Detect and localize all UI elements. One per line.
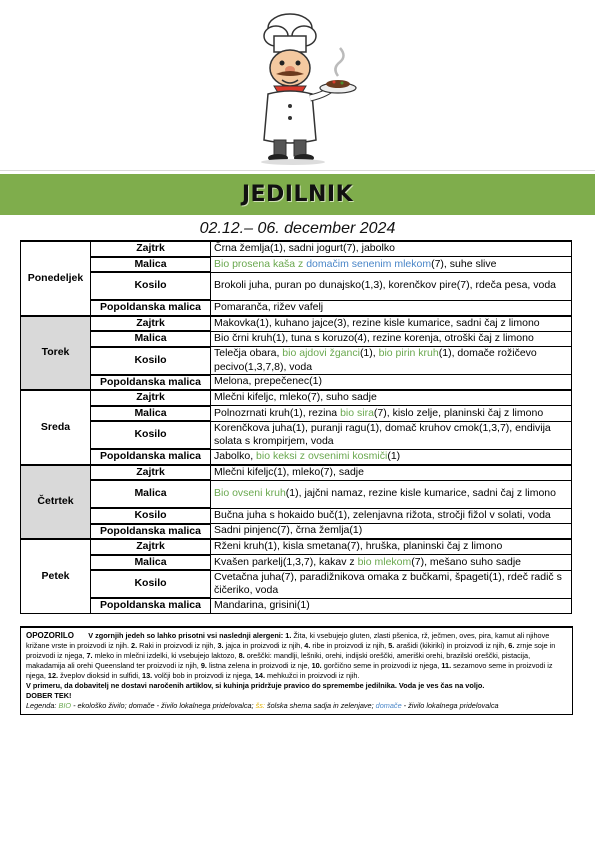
table-row bbox=[21, 570, 572, 598]
table-row bbox=[21, 390, 572, 406]
table-row bbox=[21, 257, 572, 273]
food-text: Mlečni kifeljc, mleko(7), suho sadje bbox=[214, 391, 377, 404]
table-row bbox=[21, 375, 572, 391]
allergen-number: 5. bbox=[388, 641, 395, 650]
food-text: Pomaranča, rižev vafelj bbox=[214, 300, 324, 313]
legend-label: Legenda: bbox=[26, 701, 57, 710]
highlighted-food: bio mlekom bbox=[357, 555, 412, 568]
day-name: Petek bbox=[21, 539, 91, 613]
meal-description bbox=[211, 241, 572, 257]
food-text: (1), bbox=[359, 347, 379, 359]
meal-label: Kosilo bbox=[91, 421, 211, 449]
menu-table bbox=[20, 240, 572, 614]
allergen-text: žveplov dioksid in sulfidi, bbox=[60, 671, 141, 680]
food-text: (1), jajčni namaz, rezine kisle kumarice, sadni čaj z limono bbox=[285, 487, 556, 500]
table-row bbox=[21, 555, 572, 571]
meal-label: Zajtrk bbox=[91, 539, 211, 555]
meal-label: Zajtrk bbox=[91, 316, 211, 332]
table-row bbox=[21, 272, 572, 300]
day-block-torek bbox=[21, 316, 572, 391]
food-text: (7), mešano suho sadje bbox=[411, 555, 521, 568]
meal-label: Popoldanska malica bbox=[91, 449, 211, 465]
notes-box bbox=[20, 626, 573, 715]
food-text: Melona, prepečenec(1) bbox=[214, 375, 322, 388]
allergen-number: 12. bbox=[47, 671, 59, 680]
allergen-text: jajca in proizvodi iz njih, bbox=[225, 641, 303, 650]
allergen-number: 13. bbox=[142, 671, 153, 680]
allergen-text: listna zelena in proizvodi iz nje, bbox=[208, 661, 310, 670]
food-text: Kvašen parkelj(1,3,7), kakav z bbox=[214, 555, 358, 568]
allergen-text: gorčično seme in proizvodi iz njega, bbox=[323, 661, 440, 670]
allergen-number: 2. bbox=[131, 641, 138, 650]
meal-description bbox=[211, 480, 572, 508]
meal-description bbox=[211, 570, 572, 598]
food-text: (7), suhe slive bbox=[431, 257, 497, 270]
kitchen-notice: V primeru, da dobavitelj ne dostavi naročenih artiklov, si kuhinja pridržuje pravico do spremembe jedilnika. Voda je ves čas na voljo. bbox=[26, 681, 485, 690]
food-text: Makovka(1), kuhano jajce(3), rezine kisle kumarice, sadni čaj z limono bbox=[214, 316, 540, 329]
food-text: Črna žemlja(1), sadni jogurt(7), jabolko bbox=[214, 242, 395, 255]
day-name: Ponedeljek bbox=[21, 241, 91, 316]
allergen-text: mleko in mlečni izdelki, ki vsebujejo laktozo, bbox=[94, 651, 237, 660]
day-block-ponedeljek bbox=[21, 241, 572, 316]
allergen-text: arašidi (kikiriki) in proizvodi iz njih, bbox=[396, 641, 507, 650]
allergen-text: volčji bob in proizvodi iz njega, bbox=[154, 671, 253, 680]
highlighted-food: bio keksi z ovsenimi kosmiči bbox=[256, 449, 388, 462]
table-row bbox=[21, 508, 572, 524]
highlighted-food: Bio ovseni kruh bbox=[214, 487, 286, 500]
meal-description bbox=[211, 508, 572, 524]
allergen-number: 3. bbox=[217, 641, 224, 650]
meal-label: Popoldanska malica bbox=[91, 598, 211, 613]
legend-bio-text: - ekološko živilo; domače - živilo lokalnega pridelovalca; bbox=[73, 701, 254, 710]
meal-description bbox=[211, 598, 572, 613]
warning-label: OPOZORILO bbox=[26, 631, 74, 640]
meal-description bbox=[211, 316, 572, 332]
allergen-number: 7. bbox=[86, 651, 93, 660]
meal-description bbox=[211, 300, 572, 316]
meal-label: Malica bbox=[91, 331, 211, 347]
meal-description bbox=[211, 524, 572, 540]
highlighted-food: bio pirin kruh bbox=[378, 347, 439, 359]
meal-description bbox=[211, 539, 572, 555]
chef-illustration bbox=[238, 6, 358, 166]
allergen-text: Žita, ki vsebujejo gluten, zlasti pšenica, rž, ječmen, oves, pira, kamut ali njihove križane vrste in proizvodi iz njih. bbox=[26, 631, 550, 650]
header-divider bbox=[0, 170, 595, 171]
table-row bbox=[21, 316, 572, 332]
meal-description bbox=[211, 257, 572, 273]
allergen-number: 1. bbox=[285, 631, 292, 640]
food-text: Mlečni kifeljc(1), mleko(7), sadje bbox=[214, 465, 364, 478]
table-row bbox=[21, 480, 572, 508]
table-row bbox=[21, 598, 572, 613]
highlighted-food: Bio prosena kaša z bbox=[214, 257, 307, 270]
food-text: (1) bbox=[387, 449, 401, 462]
meal-label: Zajtrk bbox=[91, 390, 211, 406]
table-row bbox=[21, 300, 572, 316]
allergen-number: 11. bbox=[441, 661, 452, 670]
food-text: Mandarina, grisini(1) bbox=[214, 598, 310, 611]
meal-label: Zajtrk bbox=[91, 241, 211, 257]
title-banner bbox=[0, 174, 595, 215]
meal-label: Malica bbox=[91, 406, 211, 422]
meal-label: Malica bbox=[91, 555, 211, 571]
meal-description bbox=[211, 555, 572, 571]
allergen-text: oreščki: mandlji, lešniki, orehi, indijski oreščki, ameriški orehi, brazilski oreščki, pistacija, makadamija ali orehi Queensland ter proizvodi iz njih, bbox=[26, 651, 531, 670]
allergen-number: 6. bbox=[508, 641, 515, 650]
legend-ss-text: šolska shema sadja in zelenjave; bbox=[266, 701, 374, 710]
allergen-number: 9. bbox=[200, 661, 207, 670]
allergens-intro: V zgornjih jedeh so lahko prisotni vsi naslednji alergeni: bbox=[88, 631, 284, 640]
meal-label: Kosilo bbox=[91, 272, 211, 300]
food-text: (1), domače rožičevo pecivo(1,3,7,8), voda bbox=[214, 347, 537, 373]
table-row bbox=[21, 331, 572, 347]
table-row bbox=[21, 406, 572, 422]
food-text: Brokoli juha, puran po dunajsko(1,3), korenčkov pire(7), rdeča pesa, voda bbox=[214, 279, 557, 292]
meal-label: Kosilo bbox=[91, 508, 211, 524]
food-text: Jabolko, bbox=[214, 449, 257, 462]
meal-description bbox=[211, 449, 572, 465]
allergen-number: 8. bbox=[238, 651, 245, 660]
meal-description bbox=[211, 331, 572, 347]
meal-description bbox=[211, 272, 572, 300]
legend-local: domače bbox=[375, 701, 402, 710]
food-text: Korenčkova juha(1), puranji ragu(1), domač kruhov cmok(1,3,7), endivija solata s krompirjem, voda bbox=[214, 421, 551, 447]
table-row bbox=[21, 421, 572, 449]
table-row bbox=[21, 539, 572, 555]
food-text: (7), kislo zelje, planinski čaj z limono bbox=[373, 406, 544, 419]
legend-local-text: - živilo lokalnega pridelovalca bbox=[403, 701, 499, 710]
meal-label: Malica bbox=[91, 480, 211, 508]
meal-label: Popoldanska malica bbox=[91, 375, 211, 391]
meal-label: Popoldanska malica bbox=[91, 524, 211, 540]
meal-label: Kosilo bbox=[91, 570, 211, 598]
table-row bbox=[21, 347, 572, 375]
allergen-text: sezamovo seme in proizvodi iz njega, bbox=[26, 661, 553, 680]
date-range: 02.12.– 06. december 2024 bbox=[199, 220, 396, 237]
allergen-number: 4. bbox=[304, 641, 311, 650]
meal-description bbox=[211, 375, 572, 391]
legend-ss: šs: bbox=[255, 701, 265, 710]
day-block-četrtek bbox=[21, 465, 572, 540]
day-block-petek bbox=[21, 539, 572, 613]
food-text: Polnozrnati kruh(1), rezina bbox=[214, 406, 341, 419]
legend bbox=[26, 701, 499, 710]
allergen-number: 10. bbox=[311, 661, 322, 670]
food-text: Bučna juha s hokaido buč(1), zelenjavna rižota, stročji fižol v solati, voda bbox=[214, 509, 551, 521]
meal-description bbox=[211, 390, 572, 406]
table-row bbox=[21, 241, 572, 257]
day-name: Sreda bbox=[21, 390, 91, 465]
sign-off: DOBER TEK! bbox=[26, 691, 72, 700]
meal-description bbox=[211, 421, 572, 449]
allergen-text: ribe in proizvodi iz njih, bbox=[312, 641, 387, 650]
meal-description bbox=[211, 406, 572, 422]
page-title: JEDILNIK bbox=[241, 182, 354, 207]
allergen-text: Raki in proizvodi iz njih, bbox=[139, 641, 216, 650]
allergen-number: 14. bbox=[254, 671, 265, 680]
highlighted-food: domačim senenim mlekom bbox=[306, 257, 432, 270]
day-name: Četrtek bbox=[21, 465, 91, 540]
food-text: Telečja obara, bbox=[214, 347, 283, 359]
allergen-text: mehkužci in proizvodi iz njih. bbox=[267, 671, 360, 680]
food-text: Cvetačna juha(7), paradižnikova omaka z bučkami, špageti(1), rdeč radič s čičeriko, voda bbox=[214, 570, 562, 596]
day-block-sreda bbox=[21, 390, 572, 465]
food-text: Sadni pinjenc(7), črna žemlja(1) bbox=[214, 524, 363, 537]
food-text: Bio črni kruh(1), tuna s koruzo(4), rezine korenja, otroški čaj z limono bbox=[214, 332, 534, 344]
meal-label: Kosilo bbox=[91, 347, 211, 375]
highlighted-food: bio sira bbox=[340, 406, 374, 419]
day-name: Torek bbox=[21, 316, 91, 391]
meal-label: Zajtrk bbox=[91, 465, 211, 481]
allergen-text: zrnje soje in proizvodi iz njega, bbox=[26, 641, 556, 660]
meal-label: Popoldanska malica bbox=[91, 300, 211, 316]
meal-description bbox=[211, 465, 572, 481]
table-row bbox=[21, 524, 572, 540]
food-text: Rženi kruh(1), kisla smetana(7), hruška, planinski čaj z limono bbox=[214, 540, 503, 553]
meal-description bbox=[211, 347, 572, 375]
table-row bbox=[21, 449, 572, 465]
highlighted-food: bio ajdovi žganci bbox=[282, 347, 360, 359]
table-row bbox=[21, 465, 572, 481]
legend-bio: BIO bbox=[58, 701, 72, 710]
meal-label: Malica bbox=[91, 257, 211, 273]
